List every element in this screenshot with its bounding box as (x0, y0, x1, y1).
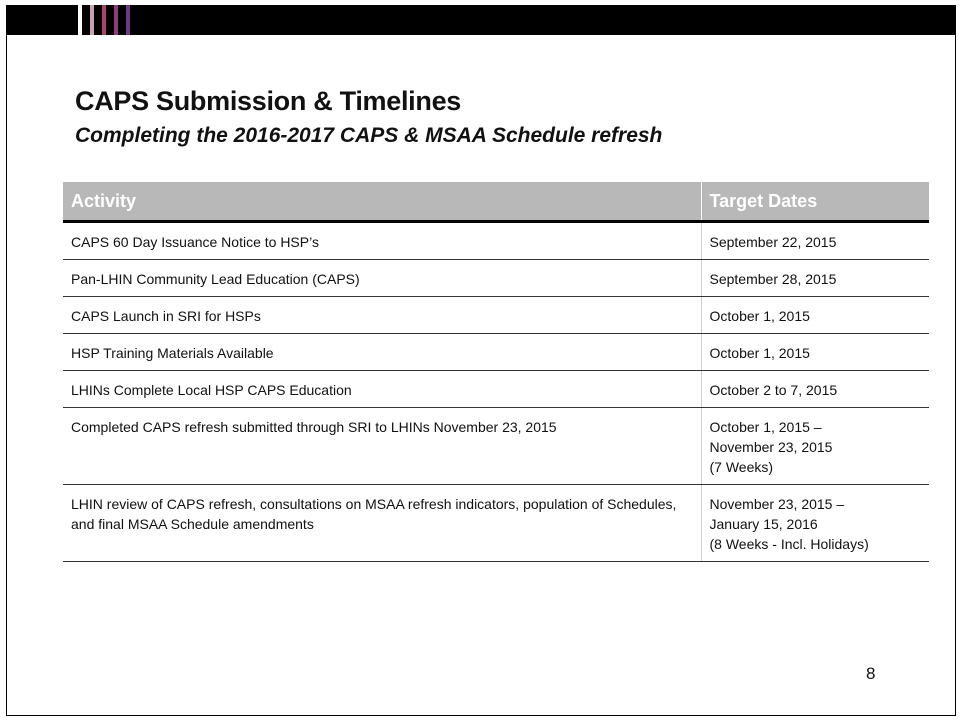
target-date-line: (7 Weeks) (709, 459, 774, 475)
table-row (63, 222, 929, 260)
target-date-cell (701, 408, 929, 485)
target-date-line: October 2 to 7, 2015 (709, 382, 838, 398)
target-date-line: November 23, 2015 – (709, 496, 845, 512)
target-date-cell (701, 297, 929, 334)
activity-cell: LHIN review of CAPS refresh, consultations on MSAA refresh indicators, population of Schedules, and final MSAA Schedule amendments (63, 485, 701, 562)
table-row (63, 485, 929, 562)
target-date-line: October 1, 2015 – (709, 419, 822, 435)
stripe-4 (114, 5, 118, 35)
stripe-5 (126, 5, 130, 35)
stripe-3 (102, 5, 106, 35)
target-date-line: November 23, 2015 (709, 439, 833, 455)
target-date-line: October 1, 2015 (709, 345, 810, 361)
activity-cell: CAPS 60 Day Issuance Notice to HSP’s (63, 222, 701, 260)
stripe-1 (78, 5, 82, 35)
timeline-table (63, 182, 929, 562)
table-row (63, 408, 929, 485)
table-header-row (63, 182, 929, 222)
table-row (63, 260, 929, 297)
target-date-line: September 28, 2015 (709, 271, 837, 287)
top-bar (6, 5, 956, 35)
activity-cell: HSP Training Materials Available (63, 334, 701, 371)
activity-cell: LHINs Complete Local HSP CAPS Education (63, 371, 701, 408)
page-subtitle: Completing the 2016-2017 CAPS & MSAA Schedule refresh (75, 124, 663, 147)
table-row (63, 371, 929, 408)
stripe-2 (90, 5, 94, 35)
header-target-dates: Target Dates (701, 182, 929, 222)
target-date-line: October 1, 2015 (709, 308, 810, 324)
table-row (63, 334, 929, 371)
target-date-cell (701, 371, 929, 408)
page-title: CAPS Submission & Timelines (75, 86, 461, 116)
page-number: 8 (866, 664, 876, 683)
target-date-cell (701, 222, 929, 260)
target-date-line: January 15, 2016 (709, 516, 818, 532)
header-activity: Activity (63, 182, 701, 222)
activity-cell: CAPS Launch in SRI for HSPs (63, 297, 701, 334)
table-row (63, 297, 929, 334)
target-date-cell (701, 260, 929, 297)
target-date-line: (8 Weeks - Incl. Holidays) (709, 536, 869, 552)
target-date-cell (701, 334, 929, 371)
activity-cell: Completed CAPS refresh submitted through SRI to LHINs November 23, 2015 (63, 408, 701, 485)
target-date-line: September 22, 2015 (709, 234, 837, 250)
activity-cell: Pan-LHIN Community Lead Education (CAPS) (63, 260, 701, 297)
target-date-cell (701, 485, 929, 562)
